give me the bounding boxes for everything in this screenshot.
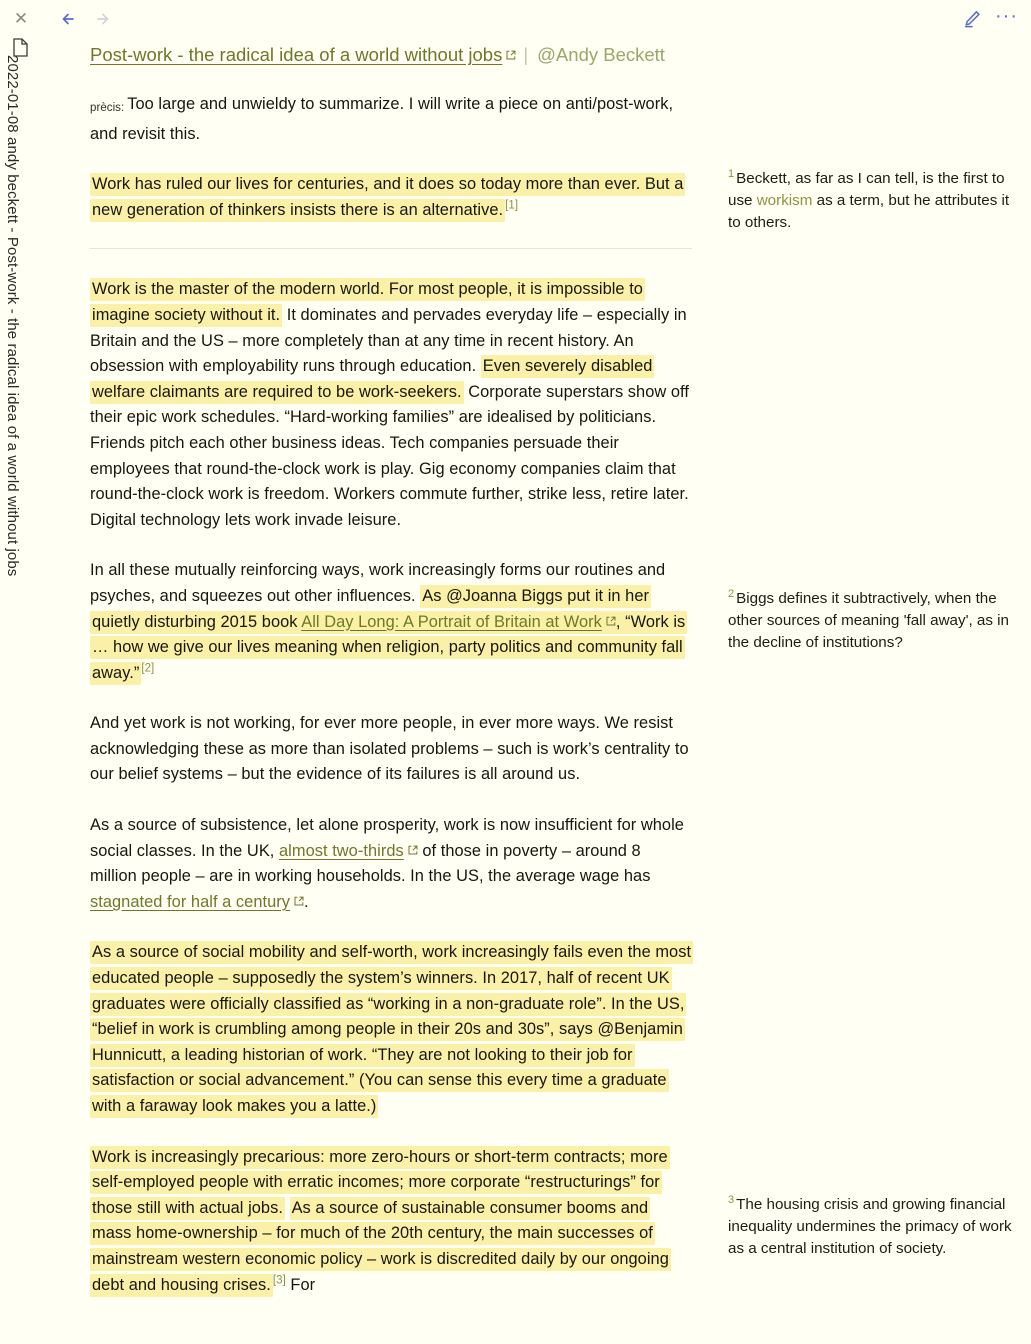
paragraph-5-c: .	[304, 892, 309, 911]
sidenote-3-marker: 3	[728, 1193, 735, 1206]
all-day-long-link[interactable]	[301, 613, 602, 631]
close-icon[interactable]: ✕	[13, 9, 29, 28]
external-link-icon	[408, 845, 418, 855]
sidenote-1-text-after: as a term, but he attributes it to others.	[728, 192, 1010, 231]
all-day-long-link-text: All Day Long: A Portrait of Britain at Work	[301, 612, 602, 631]
highlight-2b[interactable]: Even severely disabled welfare claimants are required to be work-seekers.	[90, 355, 654, 404]
sidenote-2-text-before: Biggs defines it subtractively, when the other sources of meaning 'fall away', as in the decline of institutions?	[728, 590, 1010, 651]
footnote-ref-3[interactable]: [3]	[272, 1274, 286, 1287]
more-options-icon[interactable]: ···	[995, 5, 1018, 27]
highlight-3-text-b: , “Work is … how we give our lives meaning when religion, party politics and community fall away.”	[92, 612, 686, 682]
paragraph-7-tail: For	[285, 1275, 316, 1294]
sidenote-2-marker: 2	[728, 587, 735, 600]
external-link-icon	[294, 896, 304, 906]
document-author[interactable]: @Andy Beckett	[537, 44, 665, 65]
paragraph-5	[90, 813, 692, 915]
sidenote-3	[728, 1194, 1018, 1260]
highlight-4[interactable]: As a source of social mobility and self-worth, work increasingly fails even the most educated people – supposedly the system’s winners. In 2017, half of recent UK graduates were officially classified as “working in a non-graduate role”. In the US, “belief in work is crumbling among people in their 20s and 30s”, says @Benjamin Hunnicutt, a leading historian of work. “They are not looking to their job for satisfaction or social advancement.” (You can sense this every time a graduate with a faraway look makes you a latte.)	[90, 941, 693, 1118]
document-title-link[interactable]	[90, 44, 502, 65]
highlight-1[interactable]: Work has ruled our lives for centuries, and it does so today more than ever. But a new generation of thinkers insists there is an alternative.	[90, 173, 685, 222]
paragraph-3	[90, 558, 692, 686]
sidenote-1-marker: 1	[728, 167, 735, 180]
stagnated-link[interactable]	[90, 893, 290, 911]
paragraph-5-b: of those in poverty – around 8 million people – are in working households. In the US, the average wage has	[90, 841, 651, 886]
highlight-5a[interactable]: Work is increasingly precarious: more zero-hours or short-term contracts; more self-employed people with erratic incomes; more corporate “restructurings” for those still with actual jobs.	[90, 1146, 670, 1220]
highlight-5b[interactable]: As a source of sustainable consumer booms and mass home-ownership – for much of the 20th century, the main successes of mainstream western economic policy – work is discredited daily by our ongoing debt and housing crises.	[90, 1197, 671, 1297]
paragraph-3-start: In all these mutually reinforcing ways, work increasingly forms our routines and psyches, and squeezes out other influences.	[90, 561, 666, 605]
external-link-icon	[606, 616, 616, 626]
section-divider	[90, 248, 692, 249]
highlight-2a[interactable]: Work is the master of the modern world. For most people, it is impossible to imagine society without it.	[90, 278, 645, 327]
precis-text: Too large and unwieldy to summarize. I will write a piece on anti/post-work, and revisit this.	[90, 95, 674, 143]
almost-two-thirds-link-text: almost two-thirds	[279, 841, 404, 860]
header-separator: |	[523, 44, 529, 65]
paragraph-2-middle: It dominates and pervades everyday life – especially in Britain and the US – more completely than at any time in recent history. An obsession with employability runs through education.	[90, 305, 687, 376]
stagnated-link-text: stagnated for half a century	[90, 892, 291, 911]
sidenote-2	[728, 588, 1018, 654]
paragraph-6	[90, 940, 692, 1119]
footnote-ref-1[interactable]: [1]	[505, 199, 519, 212]
precis-label: prècis:	[90, 102, 125, 114]
paragraph-1	[90, 172, 692, 223]
sidenote-1-emphasis: workism	[756, 192, 813, 209]
paragraph-5-a: As a source of subsistence, let alone prosperity, work is now insufficient for whole social classes. In the UK,	[90, 816, 684, 860]
document-title-text: Post-work - the radical idea of a world without jobs	[90, 44, 503, 65]
almost-two-thirds-link[interactable]	[279, 842, 404, 860]
sidenote-3-text-before: The housing crisis and growing financial inequality undermines the primacy of work as a central institution of society.	[728, 1196, 1012, 1257]
paragraph-2	[90, 277, 692, 533]
paragraph-2-end: Corporate superstars show off their epic work schedules. “Hard-working families” are idealised by politicians. Friends pitch each other business ideas. Tech companies persuade their employees that round-the-clock work is play. Gig economy companies claim that round-the-clock work is freedom. Workers commute further, strike less, retire later. Digital technology lets work invade leisure.	[90, 382, 689, 529]
sidenote-1-text-before: Beckett, as far as I can tell, is the first to use	[728, 170, 1005, 209]
main-column	[90, 42, 692, 1323]
paragraph-7	[90, 1145, 692, 1299]
external-link-icon	[506, 50, 516, 60]
precis-paragraph	[90, 92, 692, 147]
footnote-ref-2[interactable]: [2]	[141, 662, 155, 675]
paragraph-4: And yet work is not working, for ever more people, in ever more ways. We resist acknowledging these as more than isolated problems – such is work’s centrality to our belief systems – but the evidence of its failures is all around us.	[90, 714, 689, 784]
sidenote-1	[728, 168, 1018, 234]
sidebar-document-title[interactable]: 2022-01-08 andy beckett - Post-work - the radical idea of a world without jobs	[4, 55, 21, 577]
document-header	[90, 42, 692, 68]
highlight-3-text-a: As @Joanna Biggs put it in her quietly disturbing 2015 book	[92, 586, 650, 631]
